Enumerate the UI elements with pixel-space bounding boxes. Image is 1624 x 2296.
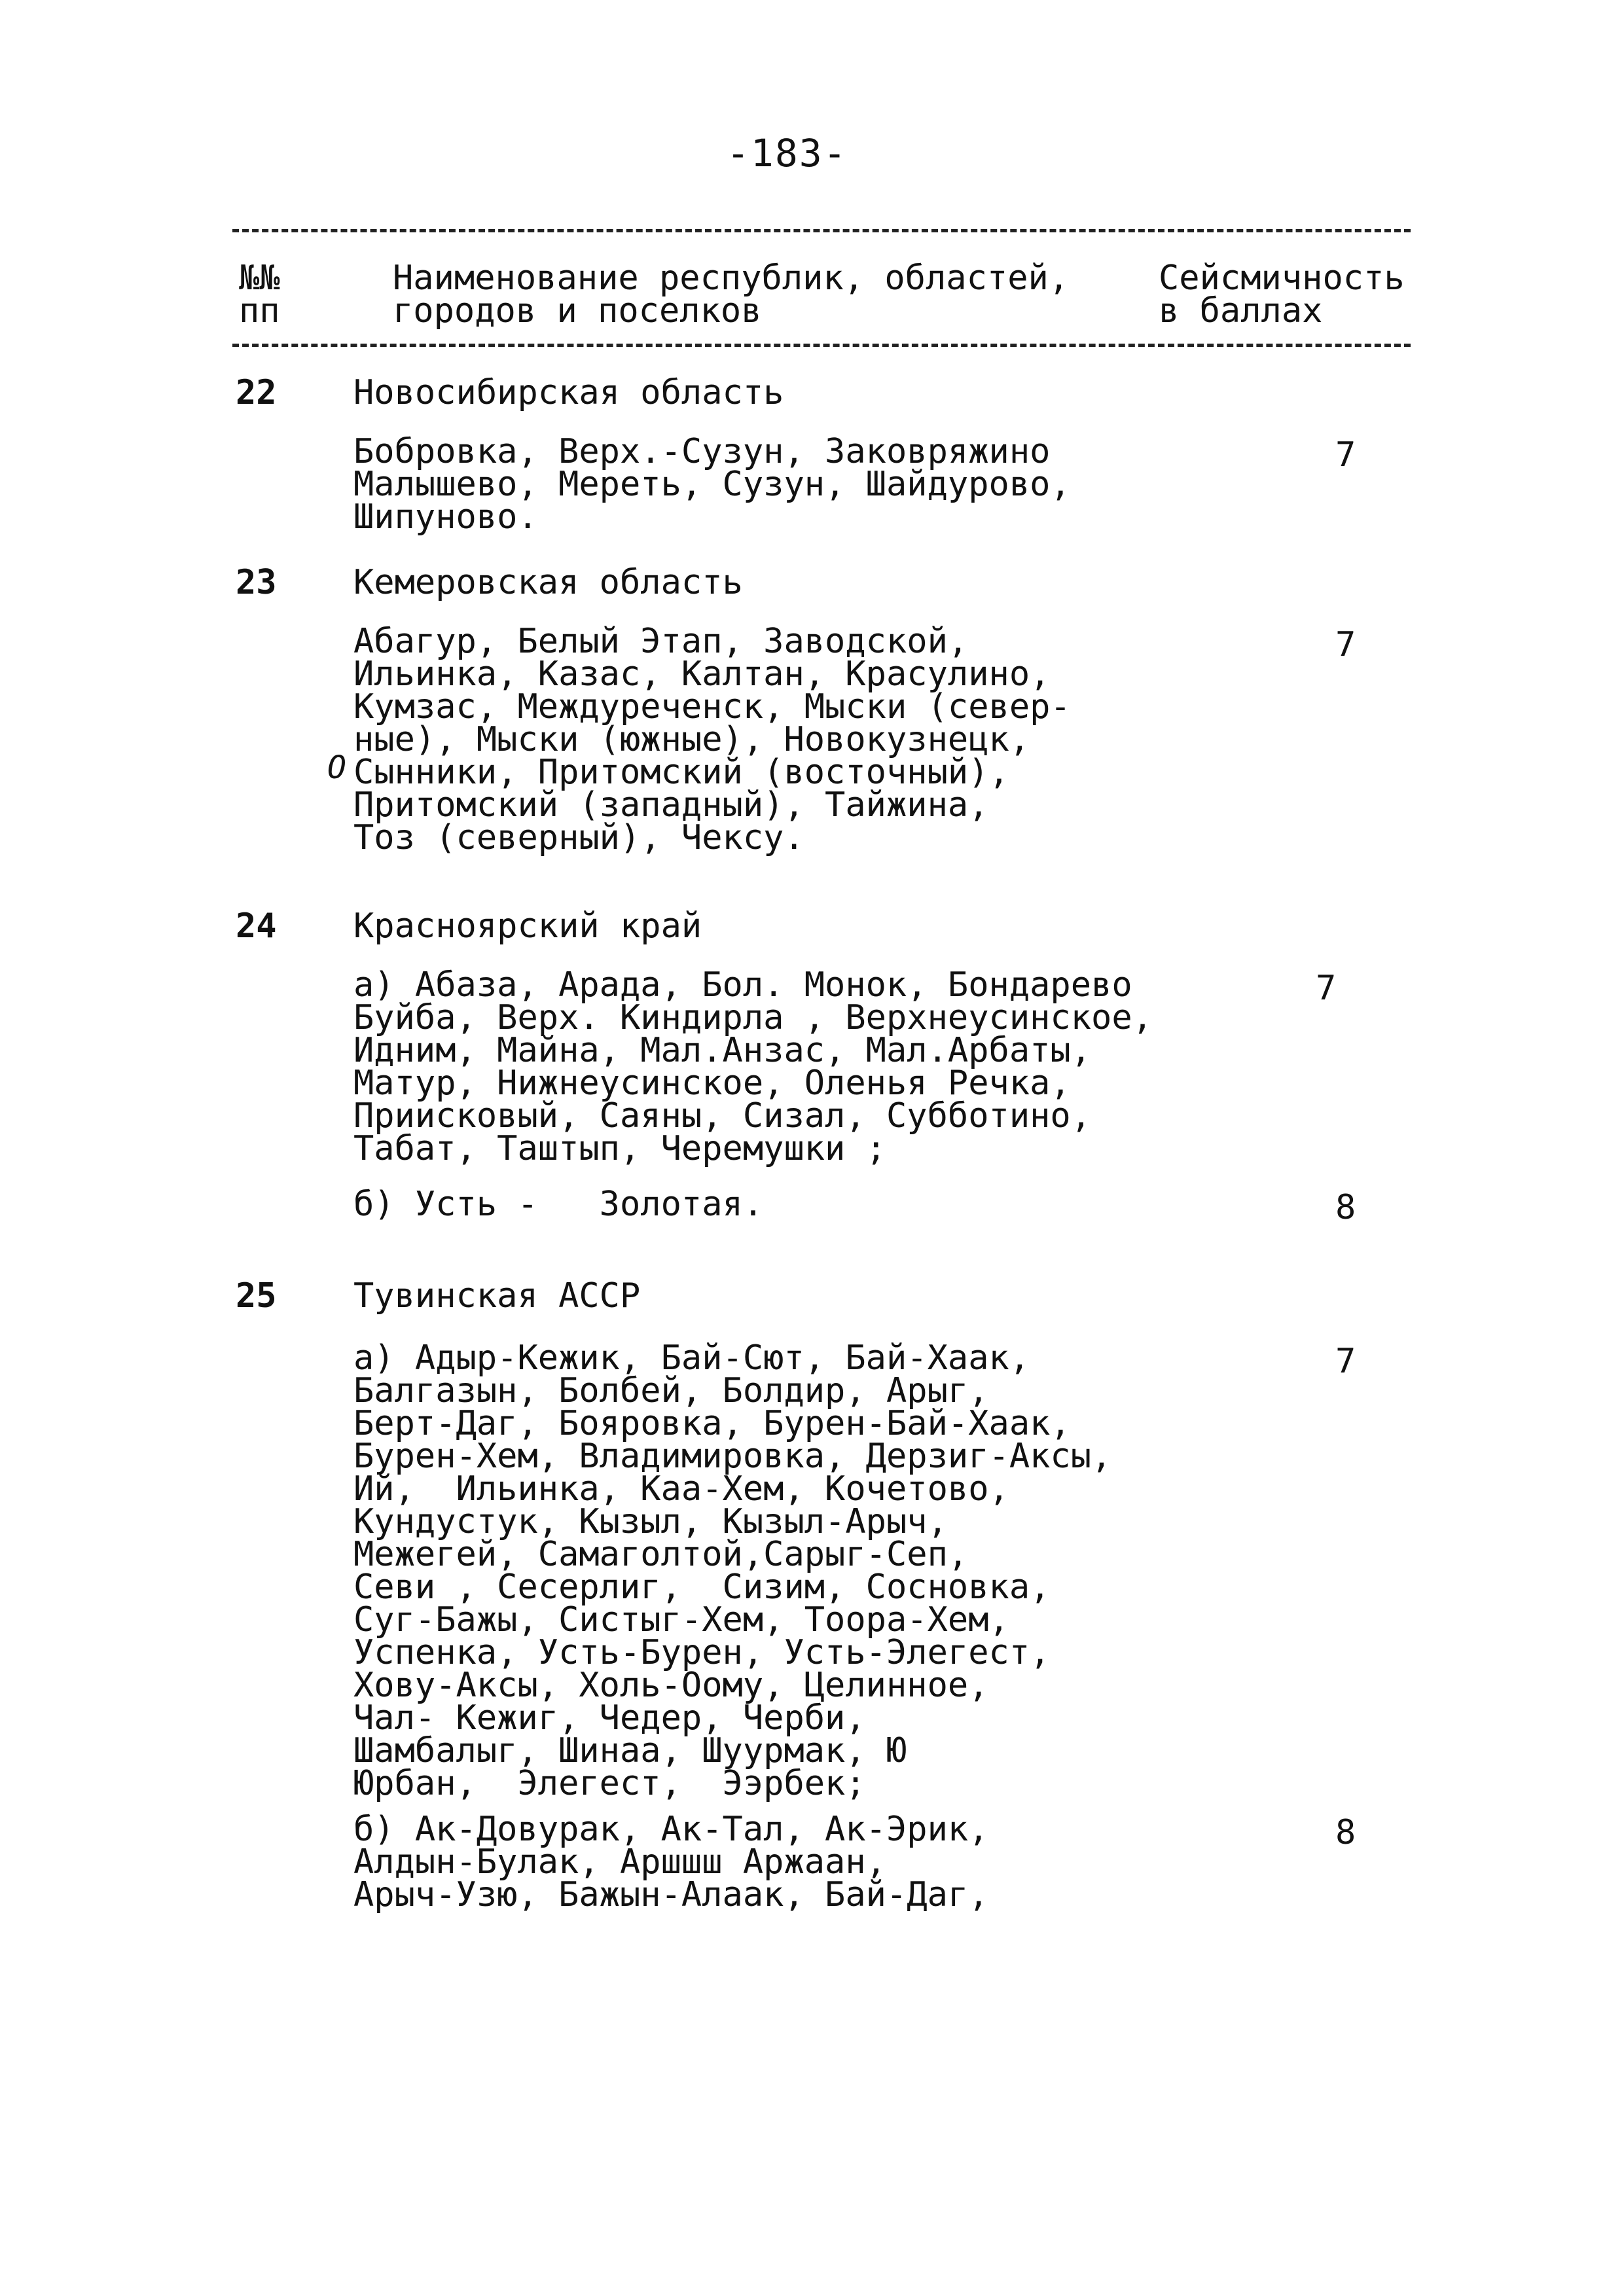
entry-22-localities: Бобровка, Верх.-Сузун, Заковряжино Малышево, Мереть, Сузун, Шайдурово, Шипуново. [353, 432, 1071, 537]
page-number: -183- [727, 131, 848, 175]
header-top-divider [232, 229, 1411, 232]
entry-25a-seismicity: 7 [1335, 1342, 1356, 1381]
header-number-col [239, 259, 280, 331]
entry-24b-localities: б) Усть - Золотая. [353, 1185, 764, 1224]
entry-24a-seismicity: 7 [1316, 969, 1337, 1008]
header-name-line1: Наименование республик, областей, [393, 259, 1070, 298]
entry-23-title: Кемеровская область [353, 563, 743, 602]
header-seismicity-line2: в баллах [1159, 291, 1323, 331]
entry-24b-seismicity: 8 [1335, 1188, 1356, 1227]
header-name-col [393, 259, 1070, 331]
entry-25-title: Тувинская АССР [353, 1276, 641, 1316]
margin-annotation: О [327, 749, 346, 786]
entry-22-title: Новосибирская область [353, 373, 784, 412]
entry-25b-seismicity: 8 [1335, 1813, 1356, 1852]
entry-24a-localities: а) Абаза, Арада, Бол. Монок, Бондарево Буйба, Верх. Киндирла , Верхнеусинское, Идним, Майна, Мал.Анзас, Мал.Арбаты, Матур, Нижнеусинское, Оленья Речка, Приисковый, Саяны, Сизал, Субботино, Табат, Таштып, Черемушки ; [353, 965, 1153, 1168]
entry-25a-localities: а) Адыр-Кежик, Бай-Сют, Бай-Хаак, Балгазын, Болбей, Болдир, Арыг, Берт-Даг, Бояровка, Бурен-Бай-Хаак, Бурен-Хем, Владимировка, Дерзиг-Аксы, Ий, Ильинка, Каа-Хем, Кочетово, Кундустук, Кызыл, Кызыл-Арыч, Межегей, Самаголтой,Сарыг-Сеп, Севи , Сесерлиг, Сизим, Сосновка, Суг-Бажы, Систыг-Хем, Тоора-Хем, Успенка, Усть-Бурен, Усть-Элегест, Хову-Аксы, Холь-Оому, Целинное, Чал- Кежиг, Чедер, Черби, Шамбалыг, Шинаа, Шуурмак, Ю Юрбан, Элегест, Ээрбек; [353, 1338, 1112, 1803]
entry-24-number: 24 [236, 906, 277, 946]
entry-25b-localities: б) Ак-Довурак, Ак-Тал, Ак-Эрик, Алдын-Булак, Аршшш Аржаан, Арыч-Узю, Бажын-Алаак, Бай-Даг, [353, 1810, 989, 1914]
entry-23-localities: Абагур, Белый Этап, Заводской, Ильинка, Казас, Калтан, Красулино, Кумзас, Междуреченск, Мыски (север- ные), Мыски (южные), Новокузнецк, Сынники, Притомский (восточный), Притомский (западный), Тайжина, Тоз (северный), Чексу. [353, 622, 1071, 857]
header-bottom-divider [232, 344, 1411, 347]
header-number-line1: №№ [239, 259, 280, 298]
header-seismicity-line1: Сейсмичность [1159, 259, 1405, 298]
entry-25-number: 25 [236, 1276, 277, 1316]
entry-23-number: 23 [236, 563, 277, 602]
entry-22-seismicity: 7 [1335, 435, 1356, 475]
header-number-line2: пп [239, 291, 280, 331]
entry-22-number: 22 [236, 373, 277, 412]
header-name-line2: городов и поселков [393, 291, 762, 331]
header-seismicity-col [1159, 259, 1405, 331]
entry-23-seismicity: 7 [1335, 625, 1356, 664]
entry-24-title: Красноярский край [353, 906, 702, 946]
